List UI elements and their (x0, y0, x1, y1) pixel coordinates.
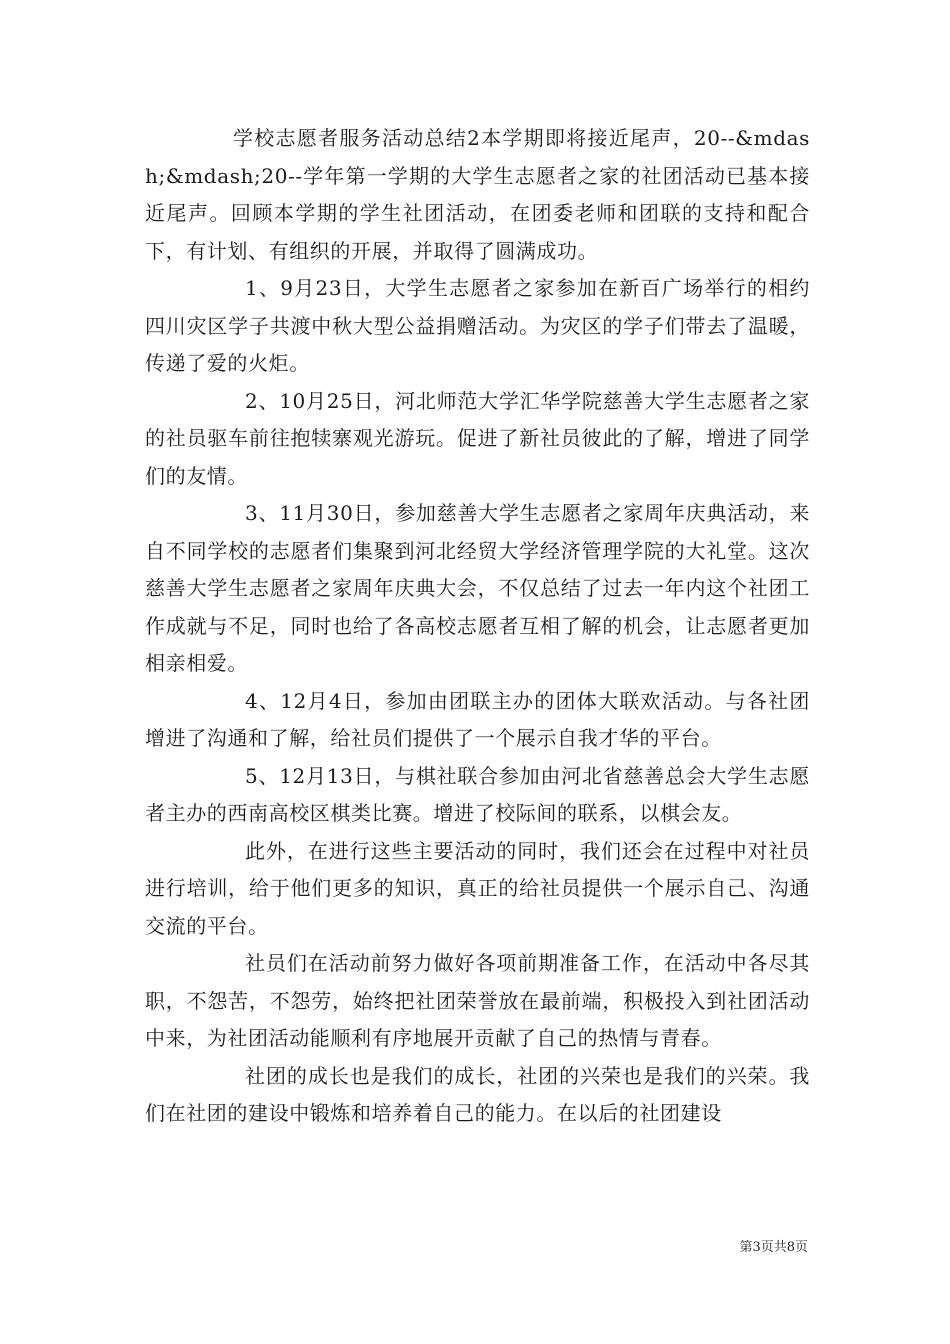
paragraph-item-5: 5、12月13日，与棋社联合参加由河北省慈善总会大学生志愿者主办的西南高校区棋类比赛。增进了校际间的联系，以棋会友。 (145, 763, 810, 825)
page-number: 第3页共8页 (739, 1240, 808, 1255)
paragraph-item-4: 4、12月4日，参加由团联主办的团体大联欢活动。与各社团增进了沟通和了解，给社员们提供了一个展示自我才华的平台。 (145, 688, 810, 750)
paragraph-item-1: 1、9月23日，大学生志愿者之家参加在新百广场举行的相约四川灾区学子共渡中秋大型公益捐赠活动。为灾区的学子们带去了温暖，传递了爱的火炬。 (145, 276, 810, 375)
paragraph-training: 此外，在进行这些主要活动的同时，我们还会在过程中对社员进行培训，给于他们更多的知识，真正的给社员提供一个展示自己、沟通交流的平台。 (145, 838, 810, 938)
paragraph-item-3: 3、11月30日，参加慈善大学生志愿者之家周年庆典活动，来自不同学校的志愿者们集聚到河北经贸大学经济管理学院的大礼堂。这次慈善大学生志愿者之家周年庆典大会，不仅总结了过去一年内这个社团工作成就与不足，同时也给了各高校志愿者互相了解的机会，让志愿者更加相亲相爱。 (145, 501, 810, 675)
paragraph-item-2: 2、10月25日，河北师范大学汇华学院慈善大学生志愿者之家的社员驱车前往抱犊寨观光游玩。促进了新社员彼此的了解，增进了同学们的友情。 (145, 388, 810, 488)
document-body (145, 120, 810, 1133)
paragraph-members: 社员们在活动前努力做好各项前期准备工作，在活动中各尽其职，不怨苦，不怨劳，始终把社团荣誉放在最前端，积极投入到社团活动中来，为社团活动能顺利有序地展开贡献了自己的热情与青春。 (145, 951, 810, 1050)
paragraph-growth: 社团的成长也是我们的成长，社团的兴荣也是我们的兴荣。我们在社团的建设中锻炼和培养着自己的能力。在以后的社团建设 (145, 1063, 810, 1125)
paragraph-intro: 学校志愿者服务活动总结2本学期即将接近尾声，20--&mdash;&mdash;20--学年第一学期的大学生志愿者之家的社团活动已基本接近尾声。回顾本学期的学生社团活动，在团委老师和团联的支持和配合下，有计划、有组织的开展，并取得了圆满成功。 (145, 126, 810, 263)
